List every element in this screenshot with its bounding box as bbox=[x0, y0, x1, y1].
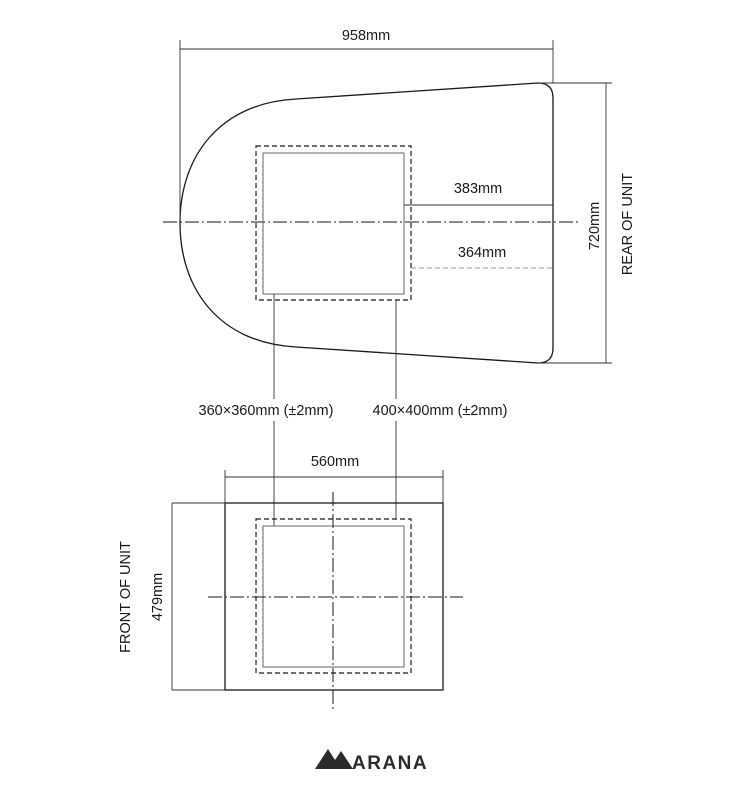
offset-383-label: 383mm bbox=[453, 181, 503, 197]
top-opening-360 bbox=[263, 153, 404, 294]
brand-logo bbox=[315, 749, 428, 774]
mountain-logo-icon bbox=[315, 749, 353, 769]
bottom-width-dimension bbox=[225, 454, 443, 503]
top-cutout-400 bbox=[256, 146, 411, 300]
callout-400-label: 400×400mm (±2mm) bbox=[372, 403, 508, 419]
offset-364-dimension bbox=[411, 245, 553, 268]
callout-360-label: 360×360mm (±2mm) bbox=[198, 403, 334, 419]
front-of-unit-label: FRONT OF UNIT bbox=[118, 541, 134, 653]
rear-of-unit-label: REAR OF UNIT bbox=[620, 172, 636, 276]
bottom-view bbox=[118, 454, 463, 712]
logo-text: ARANA bbox=[352, 753, 429, 774]
offset-364-label: 364mm bbox=[457, 245, 507, 261]
offset-383-dimension bbox=[404, 181, 553, 205]
unit-outline bbox=[180, 83, 553, 363]
bottom-width-label: 560mm bbox=[310, 454, 360, 470]
top-view bbox=[163, 28, 636, 363]
depth-dimension bbox=[538, 83, 612, 363]
bottom-depth-label: 479mm bbox=[150, 572, 166, 622]
callouts bbox=[199, 294, 508, 526]
bottom-depth-dimension bbox=[150, 503, 172, 690]
depth-label: 720mm bbox=[587, 201, 603, 251]
width-label: 958mm bbox=[341, 28, 391, 44]
